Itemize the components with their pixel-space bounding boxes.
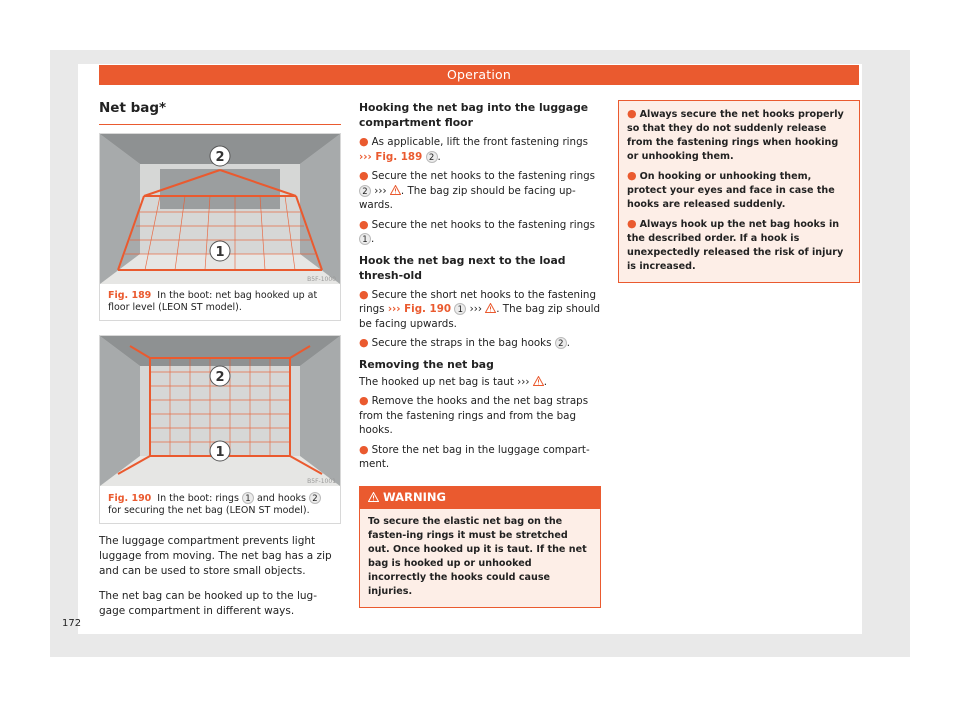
bullet-item [359,443,601,472]
bullet-text: As applicable, lift the front fastening rings [371,136,588,148]
caption-part: In the boot: rings [157,493,239,504]
figure-caption-text: In the boot: net bag hooked up at floor level (LEON ST model). [108,290,318,313]
bullet-dot-icon: ● [359,217,369,231]
number-badge: 1 [242,492,254,504]
bullet-item [359,169,601,213]
subheading: Hook the net bag next to the load thresh-old [359,253,566,282]
boot-net-floor-illustration [100,134,340,284]
reference-arrows: ››› [469,303,482,315]
warning-box [359,486,601,608]
bullet-item: ● As applicable, lift the front fastening rings ››› Fig. 189 2 . [359,135,588,163]
figure-189 [99,133,341,321]
caution-text: On hooking or unhooking them, protect your eyes and face in case the hooks are released suddenly. [627,171,835,210]
caution-text: Always hook up the net bag hooks in the described order. If a hook is unexpectedly released the risk of injury is increased. [627,219,844,272]
warning-header [360,487,600,509]
bullet-dot-icon: ● [359,336,369,349]
number-badge: 1 [359,233,371,245]
number-badge: 1 [454,303,466,315]
bullet-text: Secure the net hooks to the fastening rings [371,170,596,182]
number-badge: 2 [359,185,371,197]
bullet-text: Store the net bag in the luggage compart-ment. [359,443,590,470]
bullet-dot-icon: ● [627,217,637,230]
middle-column [359,100,601,608]
bullet-item: ● Secure the net hooks to the fastening rings 1 . [359,217,596,245]
left-column [99,100,341,619]
warning-triangle-icon [485,303,496,313]
bullet-text: Secure the short net hooks to the fastening rings [359,288,596,315]
bullet-text: . The bag zip should be facing up-wards. [359,184,576,211]
boot-net-threshold-illustration [100,336,340,486]
svg-text:1: 1 [215,445,225,460]
caution-box [618,100,860,283]
bullet-dot-icon: ● [627,169,637,182]
svg-text:1: 1 [215,245,225,260]
paragraph: The hooked up net bag is taut ››› . [359,375,548,388]
chapter-header: Operation [99,65,859,85]
number-badge: 2 [555,337,567,349]
figure-number: Fig. 190 [108,493,152,504]
subheading: Removing the net bag [359,357,494,371]
figure-number: Fig. 189 [108,290,152,301]
bullet-item [359,394,601,438]
warning-body: To secure the elastic net bag on the fasten-ing rings it must be stretched out. Once hooked up it is taut. If the net bag is hooked up or unhooked incorrectly the hooks could cause injuries. [368,515,587,597]
reference-arrows: ››› [517,375,530,388]
figure-190 [99,335,341,524]
right-column [618,100,860,283]
warning-triangle-icon [368,492,379,502]
figure-link[interactable]: ››› Fig. 189 [359,150,423,163]
figure-code: B5F-1001 [307,478,336,485]
number-badge: 2 [426,151,438,163]
figure-caption [100,486,340,523]
intro-paragraph: The luggage compartment prevents light luggage from moving. The net bag has a zip and can be used to store small objects. [99,535,332,577]
svg-text:2: 2 [215,370,225,385]
caution-item [627,217,851,274]
svg-text:2: 2 [215,150,225,165]
caption-part: for securing the net bag (LEON ST model). [108,505,310,516]
intro-paragraph: The net bag can be hooked up to the lug-gage compartment in different ways. [99,590,318,617]
figure-caption [100,284,340,320]
section-title: Net bag* [99,100,341,125]
caption-part: and hooks [256,493,306,504]
bullet-dot-icon: ● [359,135,369,148]
bullet-text: Remove the hooks and the net bag straps from the fastening rings and from the bag hooks. [359,395,589,436]
figure-link[interactable]: ››› Fig. 190 [387,303,452,315]
warning-title: WARNING [383,489,446,504]
bullet-dot-icon: ● [359,442,369,456]
bullet-text: Secure the straps in the bag hooks [371,337,552,349]
bullet-dot-icon: ● [627,107,637,120]
figure-code: B5F-1000 [307,276,336,283]
page-number: 172 [62,618,82,629]
caution-item [627,107,851,164]
paragraph-text: The hooked up net bag is taut [359,375,514,388]
caution-item [627,169,851,212]
number-badge: 2 [309,492,321,504]
subheading: Hooking the net bag into the luggage compartment floor [359,101,589,129]
bullet-item [359,288,601,332]
warning-triangle-icon [390,185,401,195]
bullet-item: ● Secure the straps in the bag hooks 2 . [359,336,571,349]
bullet-text: . The bag zip should be facing upwards. [359,303,601,330]
bullet-text: Secure the net hooks to the fastening rings [371,218,596,231]
reference-arrows: ››› [374,184,387,197]
bullet-dot-icon: ● [359,169,369,182]
warning-triangle-icon [533,376,544,386]
caution-text: Always secure the net hooks properly so that they do not suddenly release from the fastening rings when hooking or unhooking them. [627,109,844,162]
bullet-dot-icon: ● [359,394,369,407]
bullet-dot-icon: ● [359,287,369,301]
